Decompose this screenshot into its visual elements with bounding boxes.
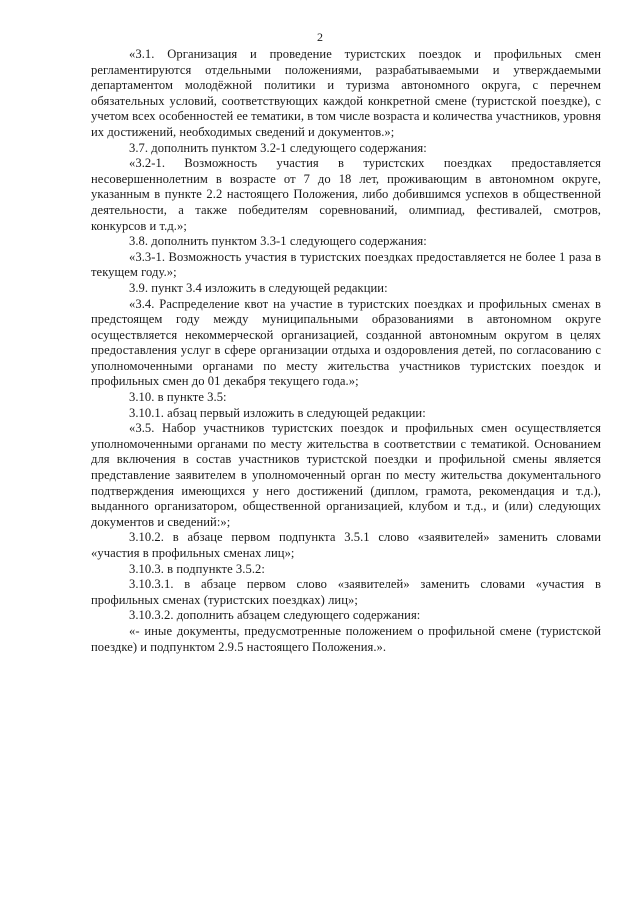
page-number: 2 <box>317 30 323 44</box>
paragraph-3-9: 3.9. пункт 3.4 изложить в следующей редакции: <box>129 280 388 295</box>
paragraph-3-4-text: «3.4. Распределение квот на участие в туристских поездках и профильных сменах в предстоящем году между муниципальными образованиями в автономном округе осуществляется некоммерческой организацией, созданной автономным округом в целях предоставления услуг в сфере организации отдыха и оздоровления детей, по согласованию с уполномоченными органами по месту жительства участников туристских поездок и профильных смен до 01 декабря текущего года.»; <box>91 296 601 389</box>
paragraph-added-item: «- иные документы, предусмотренные положением о профильной смене (туристской поездке) и подпунктом 2.9.5 настоящего Положения.». <box>91 623 601 654</box>
paragraph-3-10-1: 3.10.1. абзац первый изложить в следующей редакции: <box>129 405 426 420</box>
paragraph-3-10-3: 3.10.3. в подпункте 3.5.2: <box>129 561 265 576</box>
paragraph-3-2-1-text: «3.2-1. Возможность участия в туристских поездках предоставляется несовершеннолетним в возрасте от 7 до 18 лет, проживающим в автономном округе, указанным в пункте 2.2 настоящего Положения, либо добившимся успехов в общественной деятельности, а также победителям соревнований, олимпиад, фестивалей, смотров, конкурсов и т.д.»; <box>91 156 601 233</box>
paragraph-3-10: 3.10. в пункте 3.5: <box>129 390 227 405</box>
paragraph-3-5-text: «3.5. Набор участников туристских поездок и профильных смен осуществляется уполномоченными органами по месту жительства в соответствии с тематикой. Основанием для включения в состав участников туристской поездки и профильной смены является представление заявителем в уполномоченный орган по месту жительства документального подтверждения имеющихся у него достижений (диплом, грамота, рекомендация и т.д.), выданного организатором, общественной организацией, клубом и т.д., и (или) следующих документов и сведений:»; <box>91 421 601 529</box>
paragraph-3-10-3-1: 3.10.3.1. в абзаце первом слово «заявителей» заменить словами «участия в профильных сменах (туристских поездках) лиц»; <box>91 577 601 607</box>
paragraph-3-1-text: «3.1. Организация и проведение туристских поездок и профильных смен регламентируются отдельными положениями, разрабатываемыми и утверждаемыми департаментом молодёжной политики и туризма автономного округа, с перечнем обязательных условий, соответствующих каждой конкретной смене (туристской поездке), с учетом всех особенностей ее тематики, в том числе возраста и количества участников, уровня их достижений, необходимых сведений и документов.»; <box>91 47 601 139</box>
paragraph-3-3-1-text: «3.3-1. Возможность участия в туристских поездках предоставляется не более 1 раза в текущем году.»; <box>91 249 601 280</box>
paragraph-3-7: 3.7. дополнить пунктом 3.2-1 следующего содержания: <box>129 140 427 155</box>
document-body <box>91 47 601 655</box>
paragraph-3-10-3-2: 3.10.3.2. дополнить абзацем следующего содержания: <box>129 608 421 623</box>
paragraph-3-10-2: 3.10.2. в абзаце первом подпункта 3.5.1 слово «заявителей» заменить словами «участия в профильных сменах лиц»; <box>91 530 601 560</box>
paragraph-3-8: 3.8. дополнить пунктом 3.3-1 следующего содержания: <box>129 234 427 249</box>
